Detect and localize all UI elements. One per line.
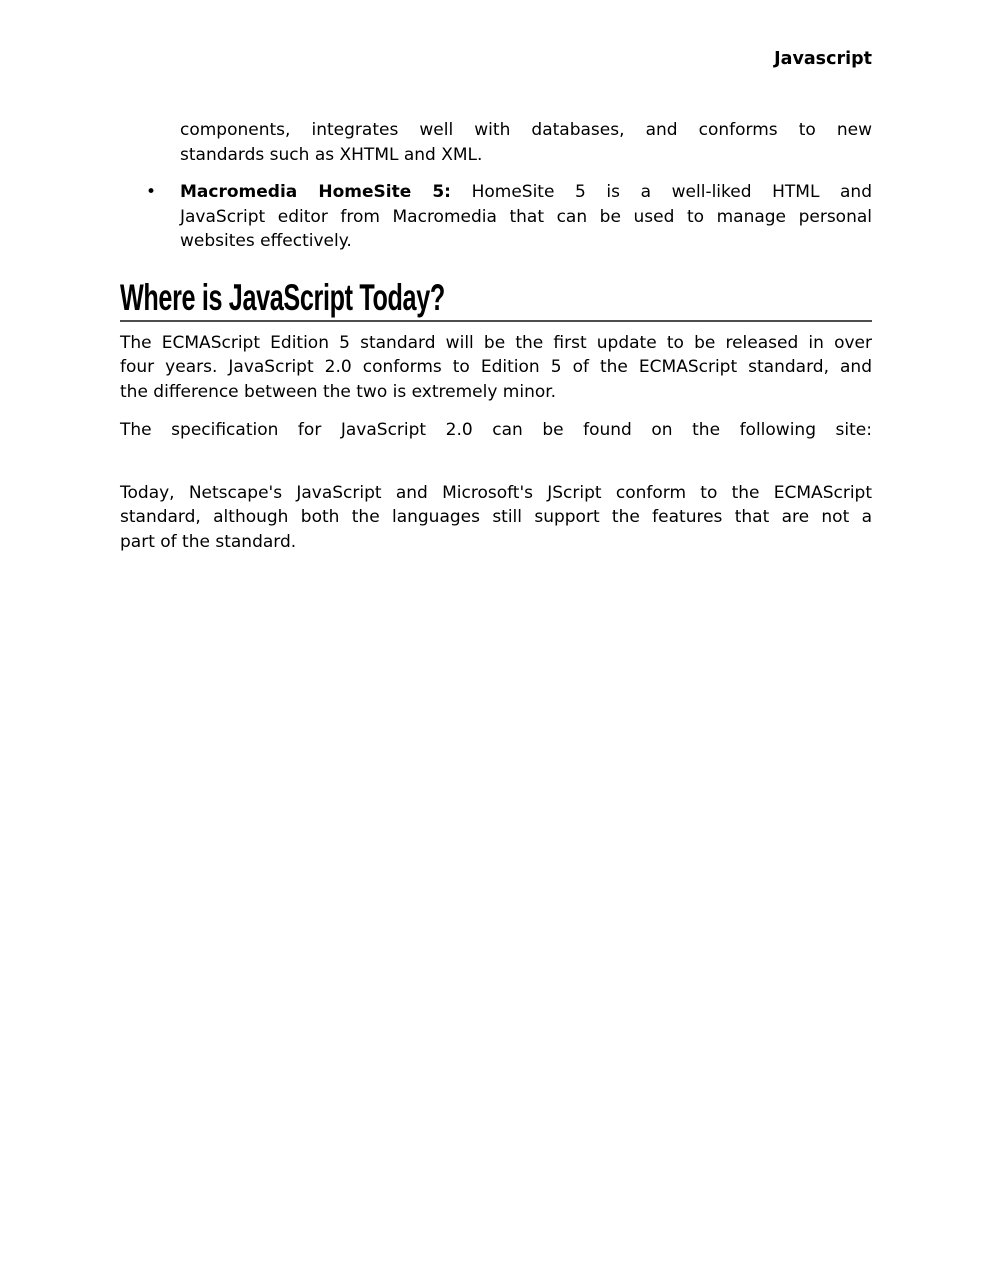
text-line: part of the standard. xyxy=(120,531,297,552)
text-line: four years. JavaScript 2.0 conforms to Edition 5 of the ECMAScript standard, and xyxy=(120,357,872,377)
paragraph-ecmascript xyxy=(120,331,872,405)
text-line: JavaScript editor from Macromedia that can be used to manage personal xyxy=(180,206,872,227)
text-line xyxy=(180,180,872,205)
text-line: components, integrates well with databases, and conforms to new xyxy=(180,120,872,140)
text-line: standard, although both the languages still support the features that are not a xyxy=(120,507,872,527)
bullet-term: Macromedia HomeSite 5: xyxy=(180,182,451,202)
header-title: Javascript xyxy=(774,49,872,69)
paragraph-specification xyxy=(120,418,872,443)
section-heading xyxy=(120,278,872,318)
text-line: The specification for JavaScript 2.0 can be found on the following site: xyxy=(120,420,872,440)
text-line: websites effectively. xyxy=(180,231,352,251)
bullet-icon: • xyxy=(146,182,157,202)
page-header xyxy=(120,49,872,70)
text-line: Today, Netscape's JavaScript and Microsoft's JScript conform to the ECMAScript xyxy=(120,482,872,503)
bullet-term-description: HomeSite 5 is a well-liked HTML and xyxy=(450,182,872,202)
text-line: The ECMAScript Edition 5 standard will be the first update to be released in over xyxy=(120,332,872,353)
text-line: standards such as XHTML and XML. xyxy=(180,144,483,165)
section-heading-text: Where is JavaScript Today? xyxy=(120,276,445,318)
intro-paragraph xyxy=(120,118,872,167)
section-rule xyxy=(120,320,872,322)
bullet-list-item xyxy=(120,180,872,254)
text-line: the difference between the two is extremely minor. xyxy=(120,381,557,402)
paragraph-today xyxy=(120,481,872,555)
